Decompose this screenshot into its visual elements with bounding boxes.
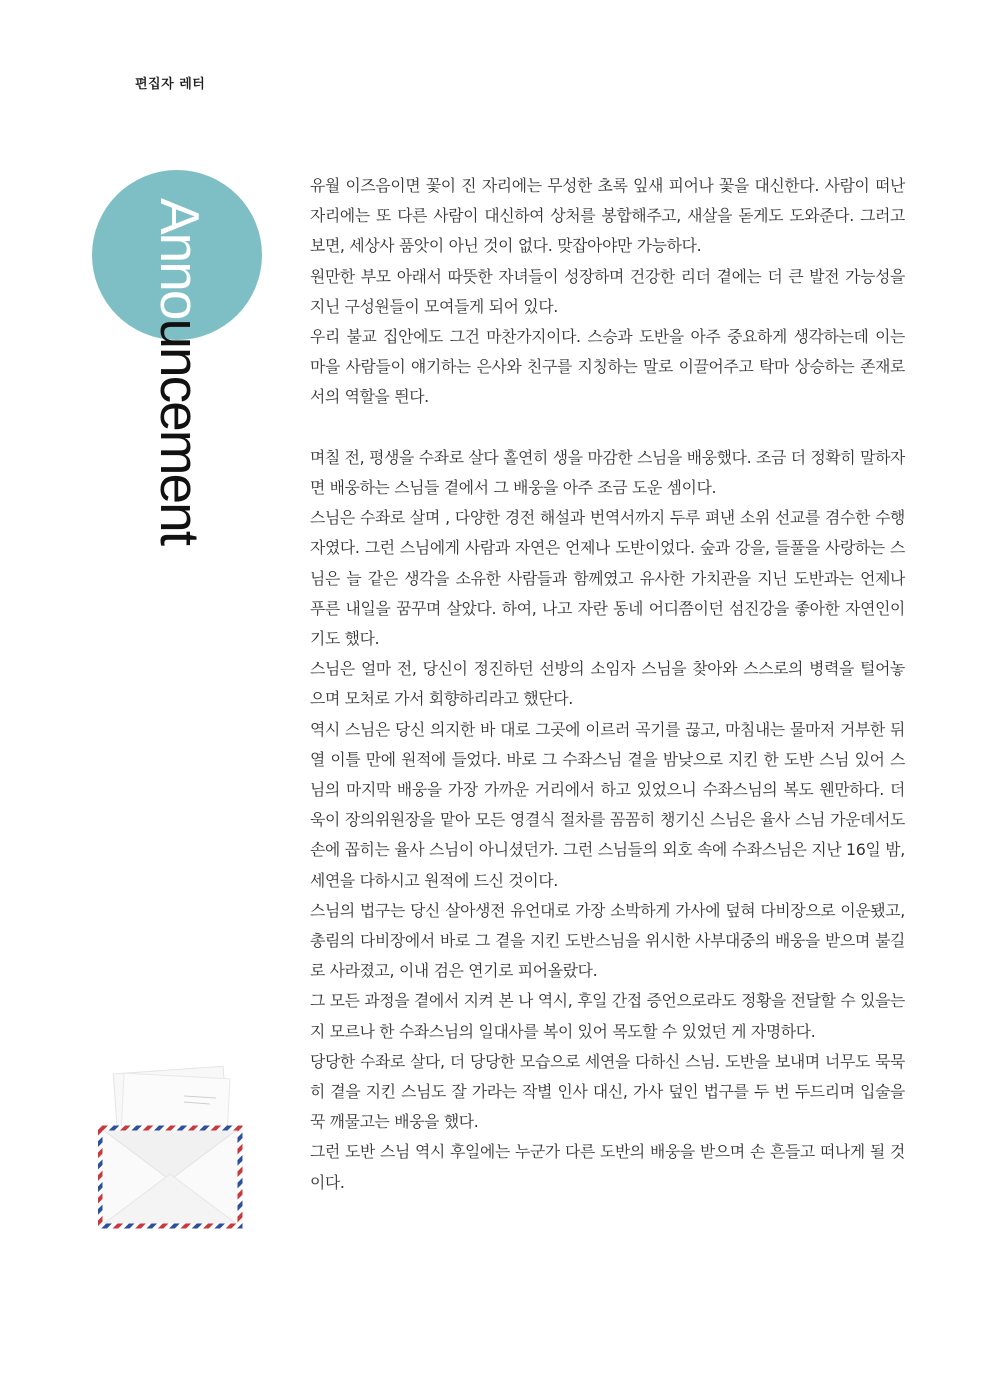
vertical-title-light-part: Anno [149,198,211,319]
letter-body [310,171,905,1198]
paragraph: 역시 스님은 당신 의지한 바 대로 그곳에 이르러 곡기를 끊고, 마침내는 물마저 거부한 뒤 열 이틀 만에 원적에 들었다. 바로 그 수좌스님 곁을 밤낮으로 지킨 한 도반 스님 있어 스님의 마지막 배웅을 가장 가까운 거리에서 하고 있었으니 수좌스님의 복도 웬만하다. 더욱이 장의위원장을 맡아 모든 영결식 절차를 꼼꼼히 챙기신 스님은 율사 스님 가운데서도 손에 꼽히는 율사 스님이 아니셨던가. 그런 스님들의 외호 속에 수좌스님은 지난 16일 밤, 세연을 다하시고 원적에 드신 것이다. [310,719,905,890]
paragraph: 유월 이즈음이면 꽃이 진 자리에는 무성한 초록 잎새 피어나 꽃을 대신한다. 사람이 떠난 자리에는 또 다른 사람이 대신하여 상처를 봉합해주고, 새살을 돋게도 도와준다. 그러고 보면, 세상사 품앗이 아닌 것이 없다. 맞잡아야만 가능하다. [310,176,905,256]
section-label: 편집자 레터 [135,77,206,92]
paragraph: 스님은 얼마 전, 당신이 정진하던 선방의 소임자 스님을 찾아와 스스로의 병력을 털어놓으며 모처로 가서 회향하리라고 했단다. [310,659,905,709]
paragraph: 며칠 전, 평생을 수좌로 살다 홀연히 생을 마감한 스님을 배웅했다. 조금 더 정확히 말하자면 배웅하는 스님들 곁에서 그 배웅을 아주 조금 도운 셈이다. [310,447,905,498]
airmail-envelope-icon [98,1062,246,1230]
paragraph: 스님의 법구는 당신 살아생전 유언대로 가장 소박하게 가사에 덮혀 다비장으로 이운됐고, 총림의 다비장에서 바로 그 곁을 지킨 도반스님을 위시한 사부대중의 배웅을 받으며 불길로 사라졌고, 이내 검은 연기로 피어올랐다. [310,900,905,981]
paragraph: 원만한 부모 아래서 따뜻한 자녀들이 성장하며 건강한 리더 곁에는 더 큰 발전 가능성을 지닌 구성원들이 모여들게 되어 있다. [310,266,905,316]
paragraph: 당당한 수좌로 살다, 더 당당한 모습으로 세연을 다하신 스님. 도반을 보내며 너무도 묵묵히 곁을 지킨 스님도 잘 가라는 작별 인사 대신, 가사 덮인 법구를 두 번 두드리며 입술을 꾹 깨물고는 배웅을 했다. [310,1051,905,1132]
vertical-title [149,198,211,544]
paragraph: 그런 도반 스님 역시 후일에는 누군가 다른 도반의 배웅을 받으며 손 흔들고 떠나게 될 것이다. [310,1142,905,1192]
paragraph: 그 모든 과정을 곁에서 지켜 본 나 역시, 후일 간접 증언으로라도 정황을 전달할 수 있을는지 모르나 한 수좌스님의 일대사를 복이 있어 목도할 수 있었던 게 자명하다. [310,991,905,1041]
vertical-title-dark-part: uncement [149,318,211,544]
paragraph-spacer [310,413,905,443]
paragraph: 우리 불교 집안에도 그건 마찬가지이다. 스승과 도반을 아주 중요하게 생각하는데 이는 마을 사람들이 얘기하는 은사와 친구를 지칭하는 말로 이끌어주고 탁마 상승하는 존재로서의 역할을 띈다. [310,327,905,407]
paragraph: 스님은 수좌로 살며 , 다양한 경전 해설과 번역서까지 두루 펴낸 소위 선교를 겸수한 수행자였다. 그런 스님에게 사람과 자연은 언제나 도반이었다. 숲과 강을, 들풀을 사랑하는 스님은 늘 같은 생각을 소유한 사람들과 함께였고 유사한 가치관을 지닌 도반과는 언제나 푸른 내일을 꿈꾸며 살았다. 하여, 나고 자란 동네 어디쯤이던 섬진강을 좋아한 자연인이기도 했다. [310,508,905,649]
